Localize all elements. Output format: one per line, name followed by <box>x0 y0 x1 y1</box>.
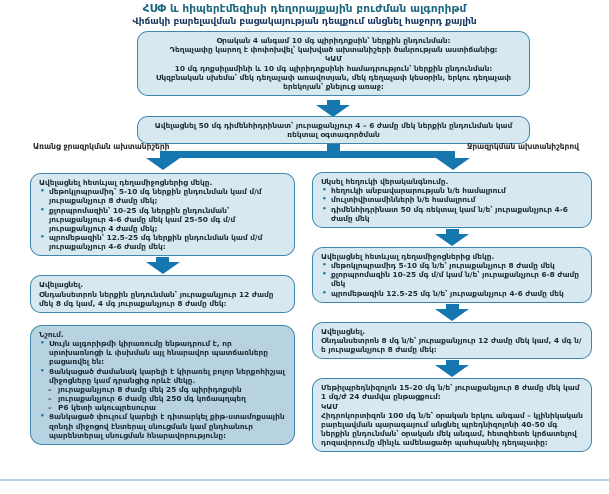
right-add-drug-bullet: • մեթոկլոպրամիդ 5-10 մգ ն/ե՝ յուրաքանչյուր 8 ժամը մեկ <box>321 261 583 270</box>
right-rehydration-intro: Սկսել հեղուկի վերականգնումը. <box>321 177 449 186</box>
note-box <box>30 325 295 445</box>
branch-connector-bar <box>160 151 455 158</box>
left-ondansetron-box <box>30 275 295 313</box>
arrow-head <box>435 234 469 246</box>
left-branch-column <box>30 173 295 445</box>
down-arrow-icon <box>435 360 469 377</box>
box1-line-5: Սկզբնական սխեմա՝ մեկ դեղաչափ առավոտյան, մեկ դեղաչափ կեսօրին, երկու դեղաչափ երեկոյան՝ քնելուց առաջ: <box>155 72 512 91</box>
right-add-drug-bullet: • քլորպրոմազին 10-25 մգ մ/մ կամ ն/ե՝ յուրաքանչյուր 6-8 ժամը մեկ <box>321 270 583 288</box>
right-rehydration-bullet: • մուլտիվիտամինների ն/ե համալրում <box>321 195 583 204</box>
steroid-line-1: Մեթիլպրեդնիզոլոն 15-20 մգ ն/ե՝ յուրաքանչյուր 8 ժամը մեկ կամ 1 մգ/ժ 24 ժամվա ընթացքում: <box>321 383 580 402</box>
box1-line-4: 10 մգ դոքսիլամինի և 10 մգ պիրիդոքսինի համադրություն՝ ներքին ընդունման: <box>174 63 493 73</box>
down-arrow-icon <box>146 158 180 170</box>
algorithm-subtitle: Վիճակի բարելավման բացակայության դեպքում անցնել հաջորդ քայլին <box>132 17 477 27</box>
steroid-line-2: ԿԱՄ <box>321 401 339 411</box>
dimenhydrinate-box: Ավելացնել 50 մգ դիմենհիդրինատ՝ յուրաքանչյուր 4 – 6 ժամը մեկ ներքին ընդունման կամ ռեկտալ օգտագործման <box>137 116 530 144</box>
down-arrow-icon <box>146 257 180 274</box>
right-rehydration-bullet: • հեղուկի անբավարարության ն/ե համալրում <box>321 186 583 195</box>
right-add-drug-box <box>312 247 592 303</box>
right-ondansetron-line-1: Ավելացնել. <box>321 326 366 336</box>
note-bullet: • Ցանկացած ժամանակ կարելի է կիրառել բոլոր ներքոհիշյալ միջոցները կամ դրանցից որևէ մեկը. <box>39 367 286 385</box>
right-ondansetron-line-2: Օնդանսետրոն 8 մգ ն/ե՝ յուրաքանչյուր 12 ժամը մեկ կամ, 4 մգ ն/ե յուրաքանչյուր 8 ժամը մեկ: <box>321 335 582 355</box>
bottom-divider <box>0 479 609 481</box>
left-add-drug-intro: Ավելացնել հետևյալ դեղամիջոցներից մեկը. <box>39 178 213 187</box>
arrow-head <box>435 365 469 377</box>
branch-left-label: Առանց ջրազրկման ախտանիշերի <box>33 142 170 151</box>
note-title: Նշում. <box>39 329 64 339</box>
down-arrow-icon <box>316 100 350 117</box>
left-add-drug-box <box>30 173 295 256</box>
right-add-drug-bullet: • պրոմեթազին 12.5-25 մգ ն/ե՝ յուրաքանչյուր 4-6 ժամը մեկ <box>321 289 583 298</box>
box1-line-1: Օրական 4 անգամ 10 մգ պիրիդոքսին՝ ներքին ընդունման: <box>216 36 451 45</box>
algorithm-title: ՀՍՓ և հիպերէմեզիսի դեղորայքային բուժման ալգորիթմ <box>142 3 467 15</box>
right-rehydration-box <box>312 172 592 228</box>
left-add-drug-bullet: • քլորպրոմազին՝ 10-25 մգ ներքին ընդունման՝ յուրաքանչյուր 4-6 ժամը մեկ կամ 25-50 մգ մ/մ յուրաքանչյուր 4 ժամը մեկ; <box>39 206 286 234</box>
right-steroid-box <box>312 378 592 452</box>
branch-right-label: Ջրազրկման ախտանիշերով <box>467 142 579 151</box>
right-branch-column <box>312 172 592 452</box>
right-rehydration-bullet: • դիմենհիդրինատ 50 մգ ռեկտալ կամ ն/ե՝ յուրաքանչյուր 4-6 ժամը մեկ <box>321 205 583 223</box>
left-ondansetron-line-2: Օնդանսետրոն ներքին ընդունման՝ յուրաքանչյուր 12 ժամը մեկ 8 մգ կամ, 4 մգ յուրաքանչյուր 8 ժամը մեկ: <box>39 289 274 308</box>
note-bullet: • Ցանկացած փուլում կարելի է դիտարկել քիթ-ստամոքսային զոնդի միջոցով էնտերալ սնուցման կամ ընդհանուր պարենտերալ սնուցման հնարավորությունը: <box>39 412 286 440</box>
arrow-head <box>435 309 469 321</box>
down-arrow-icon <box>435 304 469 321</box>
steroid-line-3: Հիդրոկորտիզոն 100 մգ ն/ե՝ օրական երկու անգամ – կլինիկական բարելավման պարագայում անցնել պրեդնիզոլոնի 40-50 մգ ներքին ընդունման՝ օրական մեկ անգամ, հետզհետե կրճատելով դոզավորումը մինչև ամենացածր պահպանիչ դեղաչափը: <box>321 410 583 448</box>
note-sub-item: – P6 կետի ակուպրեսուրա <box>39 403 286 412</box>
down-arrow-icon <box>435 229 469 246</box>
box1-line-2: Դեղաչափը կարող է փոփոխվել՝ կախված ախտանիշերի ծանրության աստիճանից: <box>169 45 498 55</box>
note-sub-item: – յուրաքանչյուր 6 ժամը մեկ 250 մգ կոճապղպեղ <box>39 394 286 403</box>
right-add-drug-intro: Ավելացնել հետևյալ դեղամիջոցներից մեկը. <box>321 251 495 261</box>
left-ondansetron-line-1: Ավելացնել. <box>39 280 84 290</box>
pyridoxine-box <box>137 31 530 96</box>
arrow-head <box>146 262 180 274</box>
right-ondansetron-box <box>312 322 592 360</box>
note-bullet: • Սույն ալգորիթմի կիրառումը ենթադրում է, որ սրտխառնոցի և փսխման այլ հնարավոր պատճառները բացառվել են: <box>39 339 286 367</box>
left-add-drug-bullet: • պրոմեթազին՝ 12.5-25 մգ ներքին ընդունման կամ մ/մ յուրաքանչյուր 4-6 ժամը մեկ: <box>39 233 286 251</box>
down-arrow-icon <box>436 158 470 170</box>
note-sub-item: – յուրաքանչյուր 8 ժամը մեկ 25 մգ պիրիդոքսին <box>39 385 286 394</box>
box1-line-3: ԿԱՄ <box>324 54 343 64</box>
left-add-drug-bullet: • մեթոկլոպրամիդ՝ 5-10 մգ ներքին ընդունման կամ մ/մ յուրաքանչյուր 8 ժամը մեկ; <box>39 187 286 205</box>
